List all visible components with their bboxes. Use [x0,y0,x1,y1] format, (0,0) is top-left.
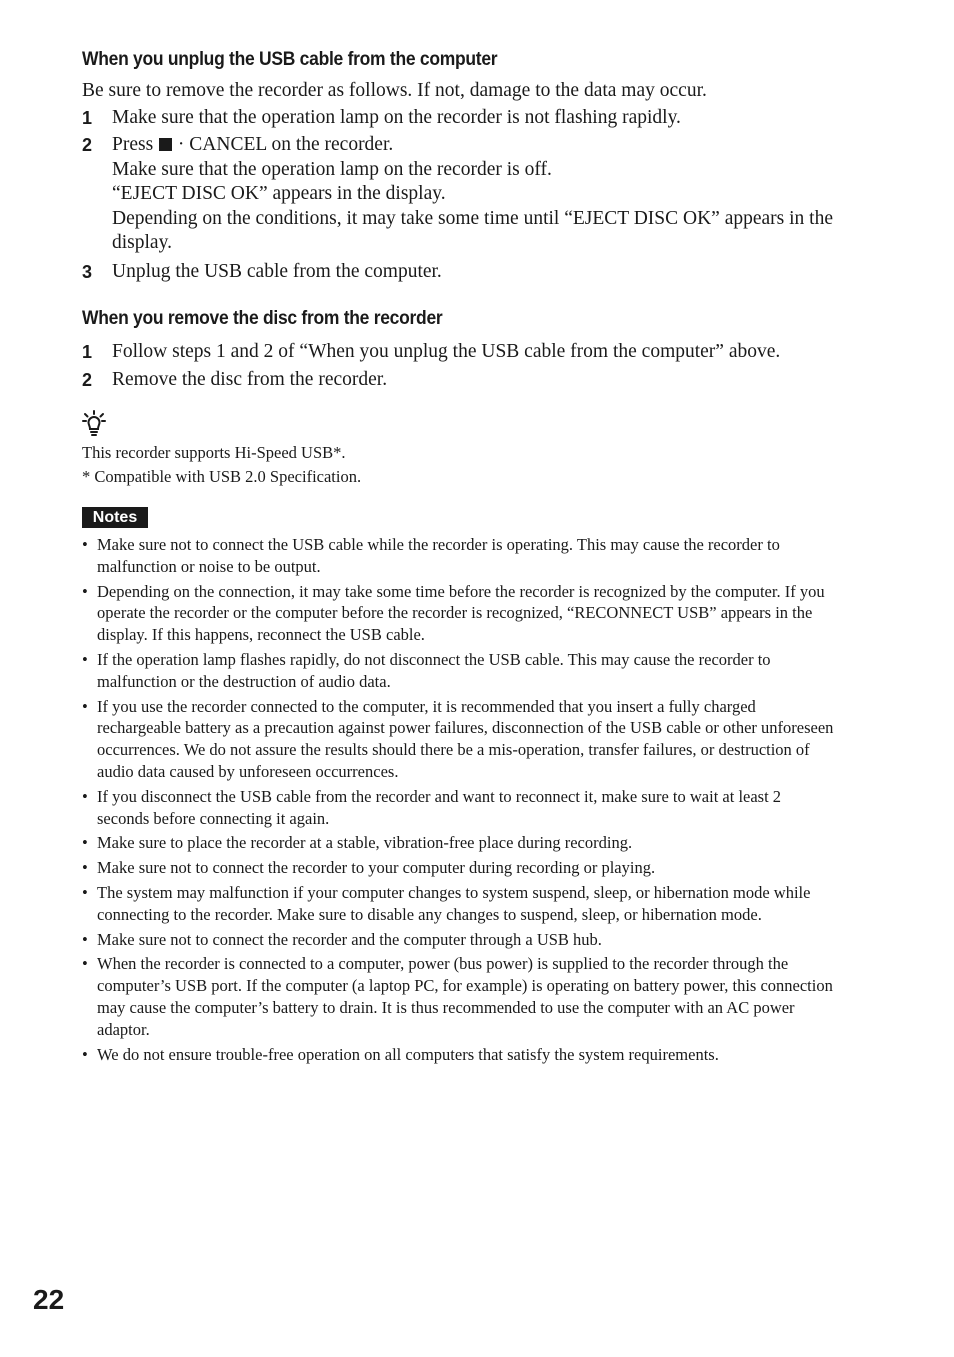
note-text: may cause the computer’s battery to drain. It is thus recommended to use the computer with an AC power [97,997,795,1017]
step-number: 2 [82,135,93,155]
step-text: Make sure that the operation lamp on the recorder is off. [112,158,552,180]
bullet-icon: • [82,696,88,716]
bullet-icon: • [82,882,88,902]
bullet-icon: • [82,858,88,878]
step-text: Unplug the USB cable from the computer. [112,261,442,282]
note-text: The system may malfunction if your computer changes to system suspend, sleep, or hibernation mode while [97,882,811,902]
step-text: Follow steps 1 and 2 of “When you unplug the USB cable from the computer” above. [112,341,781,362]
unplug-intro-text: Be sure to remove the recorder as follows. If not, damage to the data may occur. [82,80,707,101]
press-prefix: Press [112,134,154,155]
bullet-icon: • [82,1044,88,1064]
remove-step-1 [82,340,902,365]
bullet-icon: • [82,833,88,853]
note-text: Make sure not to connect the USB cable while the recorder is operating. This may cause the recorder to [97,535,780,554]
remove-step-2 [82,368,902,393]
step-number: 3 [82,262,93,282]
step-text: Remove the disc from the recorder. [112,369,388,390]
hint-text: This recorder supports Hi-Speed USB*. [82,443,346,462]
note-text: adaptor. [97,1019,150,1039]
note-text: If you use the recorder connected to the computer, it is recommended that you insert a fully charged [97,696,756,716]
notes-badge: Notes [82,507,148,528]
note-item [82,581,902,646]
note-item [82,786,902,830]
note-item [82,882,902,926]
stop-square-icon [159,138,172,151]
note-item [82,696,902,783]
note-text: seconds before connecting it again. [97,808,330,828]
bullet-icon: • [82,649,88,669]
note-text: We do not ensure trouble-free operation on all computers that satisfy the system requirements. [97,1044,719,1064]
note-text: display. If this happens, reconnect the USB cable. [97,625,425,645]
note-text: If the operation lamp flashes rapidly, do not disconnect the USB cable. This may cause the recorder to [97,649,771,669]
unplug-step-2 [82,133,902,256]
step-text: display. [112,232,172,253]
step-press-line [112,133,902,158]
bullet-icon: • [82,581,88,601]
bullet-icon: • [82,786,88,806]
note-text: audio data caused by unforeseen occurrences. [97,761,399,781]
note-text: When the recorder is connected to a computer, power (bus power) is supplied to the recorder through the [97,954,789,974]
note-text: connecting to the recorder. Make sure to disable any changes to suspend, sleep, or hibernation mode. [97,904,762,924]
note-text: If you disconnect the USB cable from the recorder and want to reconnect it, make sure to wait at least 2 [97,786,782,806]
page-number: 22 [33,1284,65,1315]
note-text: rechargeable battery as a precaution against power failures, disconnection of the USB cable or other unforeseen [97,718,834,738]
note-item [82,534,902,578]
step-text: “EJECT DISC OK” appears in the display. [112,183,446,204]
step-text: Make sure that the operation lamp on the recorder is not flashing rapidly. [112,107,681,128]
hint-footnote: * Compatible with USB 2.0 Specification. [82,467,362,486]
note-text: Make sure not to connect the recorder and the computer through a USB hub. [97,929,602,949]
bullet-icon: • [82,929,88,949]
press-suffix: · CANCEL on the recorder. [177,134,394,155]
note-text: Make sure not to connect the recorder to your computer during recording or playing. [97,858,656,878]
bullet-icon: • [82,535,88,554]
step-text: Depending on the conditions, it may take some time until “EJECT DISC OK” appears in the [112,207,834,229]
note-item [82,649,902,693]
note-item [82,1044,902,1066]
note-item [82,857,902,879]
note-text: computer’s USB port. If the computer (a laptop PC, for example) is operating on battery power, this connection [97,976,833,996]
note-text: Depending on the connection, it may take some time before the recorder is recognized by the computer. If you [97,581,825,601]
notes-list [82,534,902,1068]
note-item [82,832,902,854]
note-item [82,929,902,951]
note-text: Make sure to place the recorder at a stable, vibration-free place during recording. [97,833,633,853]
step-number: 1 [82,108,93,128]
note-item [82,953,902,1040]
bullet-icon: • [82,954,88,974]
note-text: malfunction or the destruction of audio data. [97,671,391,691]
unplug-step-3 [82,260,902,285]
note-text: operate the recorder or the computer before the recorder is recognized, “RECONNECT USB” appears in the [97,603,813,623]
section-heading-remove-disc: When you remove the disc from the recorder [82,308,443,329]
note-text: malfunction or noise to be output. [97,556,321,576]
unplug-step-1 [82,106,902,131]
note-text: occurrences. We do not assure the results should there be a mis-operation, transfer failures, or destruction of [97,740,810,760]
lightbulb-hint-icon [82,410,106,438]
step-number: 2 [82,370,93,390]
step-number: 1 [82,342,93,362]
section-heading-unplug-usb: When you unplug the USB cable from the computer [82,49,498,70]
